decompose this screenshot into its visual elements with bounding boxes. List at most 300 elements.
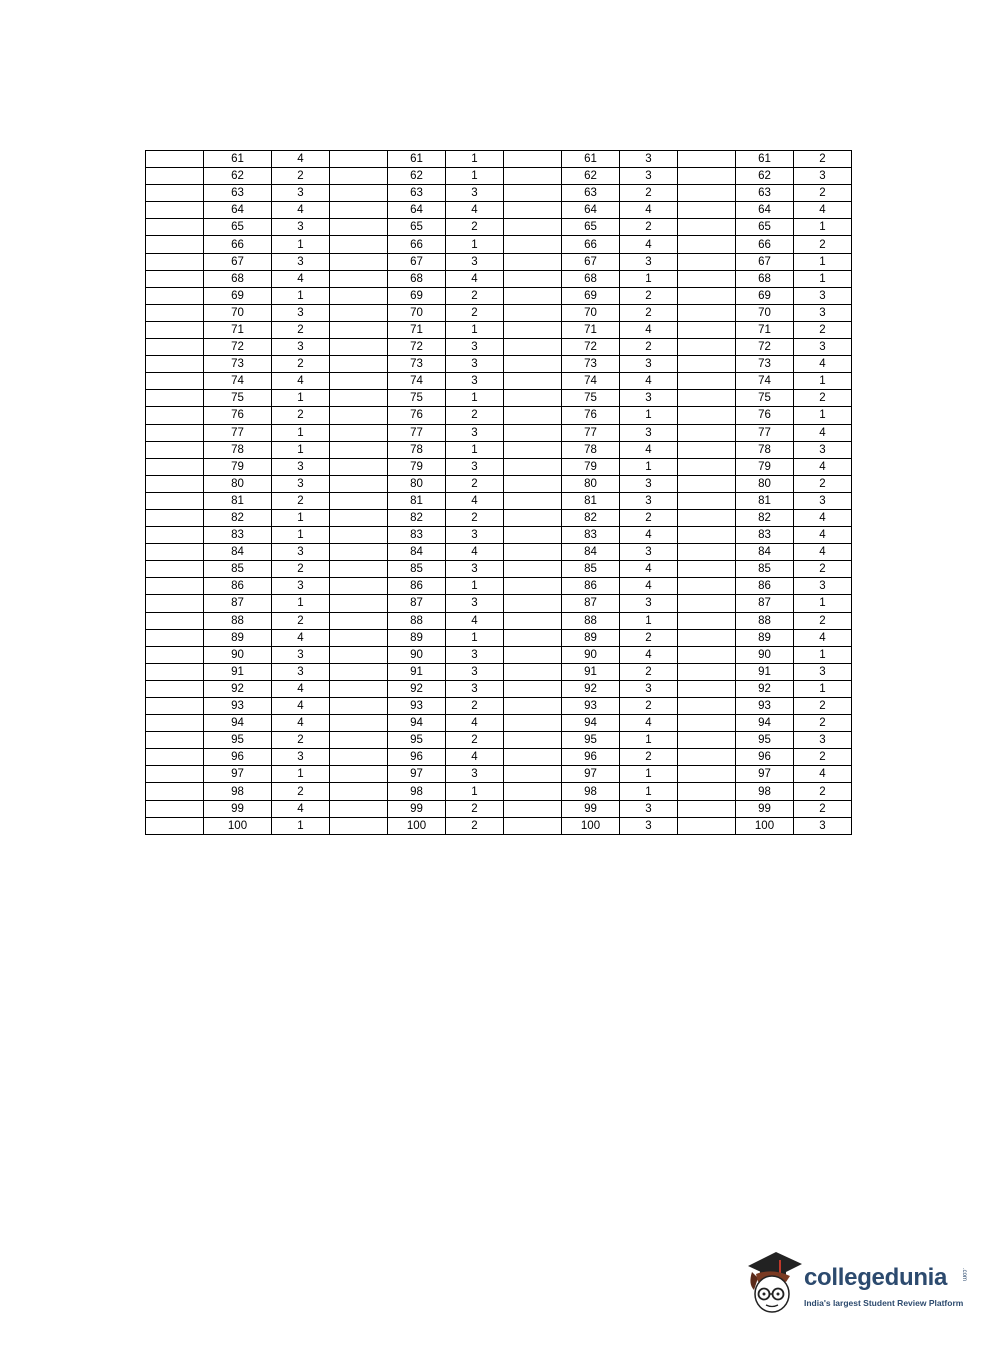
- answer-cell: 4: [272, 715, 330, 732]
- blank-cell: [146, 749, 204, 766]
- answer-cell: 1: [446, 441, 504, 458]
- answer-cell: 4: [272, 373, 330, 390]
- question-number-cell: 96: [388, 749, 446, 766]
- blank-cell: [504, 680, 562, 697]
- question-number-cell: 100: [388, 817, 446, 834]
- question-number-cell: 98: [204, 783, 272, 800]
- blank-cell: [678, 151, 736, 168]
- question-number-cell: 75: [562, 390, 620, 407]
- question-number-cell: 97: [388, 766, 446, 783]
- blank-cell: [678, 390, 736, 407]
- blank-cell: [146, 732, 204, 749]
- question-number-cell: 99: [204, 800, 272, 817]
- question-number-cell: 72: [388, 339, 446, 356]
- question-number-cell: 76: [388, 407, 446, 424]
- answer-cell: 3: [446, 646, 504, 663]
- table-row: [146, 424, 852, 441]
- answer-cell: 3: [446, 663, 504, 680]
- question-number-cell: 67: [562, 253, 620, 270]
- blank-cell: [330, 680, 388, 697]
- answer-cell: 3: [446, 595, 504, 612]
- table-row: [146, 185, 852, 202]
- blank-cell: [330, 698, 388, 715]
- logo-wordmark: collegedunia: [804, 1264, 948, 1291]
- answer-cell: 4: [794, 424, 852, 441]
- blank-cell: [678, 663, 736, 680]
- answer-cell: 1: [272, 817, 330, 834]
- answer-cell: 1: [272, 390, 330, 407]
- blank-cell: [330, 270, 388, 287]
- question-number-cell: 83: [736, 527, 794, 544]
- blank-cell: [146, 202, 204, 219]
- blank-cell: [678, 356, 736, 373]
- table-row: [146, 441, 852, 458]
- answer-cell: 1: [446, 168, 504, 185]
- blank-cell: [330, 561, 388, 578]
- blank-cell: [330, 715, 388, 732]
- question-number-cell: 65: [736, 219, 794, 236]
- question-number-cell: 67: [736, 253, 794, 270]
- blank-cell: [146, 475, 204, 492]
- blank-cell: [330, 321, 388, 338]
- blank-cell: [504, 356, 562, 373]
- blank-cell: [146, 578, 204, 595]
- blank-cell: [678, 321, 736, 338]
- blank-cell: [330, 629, 388, 646]
- question-number-cell: 78: [562, 441, 620, 458]
- answer-cell: 2: [620, 629, 678, 646]
- blank-cell: [146, 527, 204, 544]
- question-number-cell: 91: [736, 663, 794, 680]
- answer-cell: 3: [446, 424, 504, 441]
- table-row: [146, 356, 852, 373]
- answer-cell: 2: [446, 304, 504, 321]
- question-number-cell: 74: [562, 373, 620, 390]
- blank-cell: [504, 509, 562, 526]
- question-number-cell: 83: [204, 527, 272, 544]
- answer-cell: 1: [794, 680, 852, 697]
- question-number-cell: 62: [204, 168, 272, 185]
- question-number-cell: 83: [388, 527, 446, 544]
- question-number-cell: 78: [736, 441, 794, 458]
- answer-cell: 3: [446, 185, 504, 202]
- table-row: [146, 715, 852, 732]
- answer-cell: 2: [794, 715, 852, 732]
- answer-cell: 2: [620, 509, 678, 526]
- blank-cell: [678, 168, 736, 185]
- blank-cell: [146, 698, 204, 715]
- answer-cell: 2: [794, 321, 852, 338]
- table-row: [146, 663, 852, 680]
- question-number-cell: 61: [736, 151, 794, 168]
- blank-cell: [330, 492, 388, 509]
- answer-cell: 1: [272, 527, 330, 544]
- answer-cell: 1: [272, 441, 330, 458]
- answer-cell: 3: [794, 168, 852, 185]
- blank-cell: [678, 441, 736, 458]
- question-number-cell: 80: [388, 475, 446, 492]
- answer-cell: 3: [272, 646, 330, 663]
- question-number-cell: 93: [736, 698, 794, 715]
- question-number-cell: 99: [562, 800, 620, 817]
- answer-cell: 1: [446, 236, 504, 253]
- question-number-cell: 62: [736, 168, 794, 185]
- table-row: [146, 304, 852, 321]
- blank-cell: [678, 698, 736, 715]
- answer-cell: 1: [446, 783, 504, 800]
- answer-cell: 4: [446, 270, 504, 287]
- question-number-cell: 88: [204, 612, 272, 629]
- answer-cell: 1: [446, 151, 504, 168]
- question-number-cell: 72: [736, 339, 794, 356]
- answer-cell: 3: [446, 373, 504, 390]
- answer-cell: 2: [794, 783, 852, 800]
- blank-cell: [330, 304, 388, 321]
- blank-cell: [146, 356, 204, 373]
- blank-cell: [330, 151, 388, 168]
- answer-cell: 3: [446, 527, 504, 544]
- blank-cell: [330, 185, 388, 202]
- blank-cell: [146, 509, 204, 526]
- table-row: [146, 578, 852, 595]
- blank-cell: [146, 663, 204, 680]
- question-number-cell: 61: [204, 151, 272, 168]
- answer-cell: 1: [272, 509, 330, 526]
- blank-cell: [330, 800, 388, 817]
- question-number-cell: 71: [562, 321, 620, 338]
- blank-cell: [330, 287, 388, 304]
- answer-cell: 4: [794, 202, 852, 219]
- answer-cell: 4: [620, 202, 678, 219]
- answer-cell: 1: [620, 783, 678, 800]
- question-number-cell: 86: [736, 578, 794, 595]
- answer-cell: 4: [620, 373, 678, 390]
- blank-cell: [678, 766, 736, 783]
- question-number-cell: 78: [204, 441, 272, 458]
- question-number-cell: 71: [736, 321, 794, 338]
- blank-cell: [678, 304, 736, 321]
- question-number-cell: 91: [204, 663, 272, 680]
- question-number-cell: 69: [736, 287, 794, 304]
- blank-cell: [678, 749, 736, 766]
- answer-cell: 4: [272, 680, 330, 697]
- question-number-cell: 75: [736, 390, 794, 407]
- question-number-cell: 72: [562, 339, 620, 356]
- answer-cell: 2: [620, 749, 678, 766]
- collegedunia-logo: [742, 1248, 972, 1318]
- question-number-cell: 94: [204, 715, 272, 732]
- question-number-cell: 77: [562, 424, 620, 441]
- question-number-cell: 64: [562, 202, 620, 219]
- blank-cell: [330, 168, 388, 185]
- blank-cell: [678, 253, 736, 270]
- blank-cell: [504, 663, 562, 680]
- answer-cell: 3: [272, 663, 330, 680]
- blank-cell: [504, 698, 562, 715]
- blank-cell: [330, 390, 388, 407]
- answer-cell: 2: [794, 475, 852, 492]
- blank-cell: [330, 749, 388, 766]
- answer-cell: 1: [272, 424, 330, 441]
- answer-cell: 2: [446, 800, 504, 817]
- answer-cell: 3: [272, 304, 330, 321]
- question-number-cell: 80: [736, 475, 794, 492]
- blank-cell: [678, 509, 736, 526]
- question-number-cell: 77: [736, 424, 794, 441]
- question-number-cell: 70: [736, 304, 794, 321]
- answer-cell: 4: [272, 270, 330, 287]
- question-number-cell: 98: [736, 783, 794, 800]
- answer-cell: 3: [272, 578, 330, 595]
- question-number-cell: 85: [388, 561, 446, 578]
- blank-cell: [146, 390, 204, 407]
- answer-cell: 4: [620, 561, 678, 578]
- answer-cell: 2: [446, 509, 504, 526]
- answer-cell: 4: [446, 749, 504, 766]
- blank-cell: [678, 236, 736, 253]
- answer-cell: 1: [272, 236, 330, 253]
- table-row: [146, 561, 852, 578]
- blank-cell: [146, 561, 204, 578]
- question-number-cell: 85: [204, 561, 272, 578]
- answer-cell: 1: [794, 219, 852, 236]
- answer-cell: 2: [794, 698, 852, 715]
- question-number-cell: 87: [204, 595, 272, 612]
- blank-cell: [146, 646, 204, 663]
- blank-cell: [504, 732, 562, 749]
- blank-cell: [504, 304, 562, 321]
- blank-cell: [330, 475, 388, 492]
- question-number-cell: 69: [562, 287, 620, 304]
- question-number-cell: 69: [204, 287, 272, 304]
- question-number-cell: 71: [388, 321, 446, 338]
- question-number-cell: 93: [204, 698, 272, 715]
- table-row: [146, 219, 852, 236]
- blank-cell: [504, 458, 562, 475]
- question-number-cell: 70: [204, 304, 272, 321]
- blank-cell: [504, 817, 562, 834]
- question-number-cell: 89: [388, 629, 446, 646]
- question-number-cell: 97: [736, 766, 794, 783]
- blank-cell: [678, 270, 736, 287]
- blank-cell: [330, 219, 388, 236]
- answer-cell: 3: [272, 458, 330, 475]
- question-number-cell: 66: [388, 236, 446, 253]
- answer-cell: 3: [446, 356, 504, 373]
- question-number-cell: 89: [562, 629, 620, 646]
- question-number-cell: 98: [562, 783, 620, 800]
- blank-cell: [504, 151, 562, 168]
- blank-cell: [678, 407, 736, 424]
- question-number-cell: 80: [204, 475, 272, 492]
- answer-cell: 4: [620, 715, 678, 732]
- question-number-cell: 68: [736, 270, 794, 287]
- blank-cell: [330, 339, 388, 356]
- answer-cell: 3: [620, 817, 678, 834]
- question-number-cell: 94: [736, 715, 794, 732]
- blank-cell: [146, 236, 204, 253]
- answer-cell: 3: [620, 680, 678, 697]
- blank-cell: [678, 578, 736, 595]
- blank-cell: [330, 509, 388, 526]
- answer-cell: 2: [620, 698, 678, 715]
- answer-cell: 3: [620, 544, 678, 561]
- question-number-cell: 73: [736, 356, 794, 373]
- answer-cell: 2: [446, 407, 504, 424]
- answer-cell: 2: [620, 339, 678, 356]
- answer-cell: 2: [446, 219, 504, 236]
- question-number-cell: 76: [736, 407, 794, 424]
- answer-cell: 3: [272, 475, 330, 492]
- answer-cell: 3: [794, 492, 852, 509]
- question-number-cell: 94: [562, 715, 620, 732]
- blank-cell: [678, 475, 736, 492]
- answer-cell: 2: [272, 356, 330, 373]
- question-number-cell: 90: [388, 646, 446, 663]
- blank-cell: [146, 458, 204, 475]
- table-row: [146, 168, 852, 185]
- question-number-cell: 65: [388, 219, 446, 236]
- answer-cell: 1: [272, 595, 330, 612]
- question-number-cell: 63: [388, 185, 446, 202]
- question-number-cell: 94: [388, 715, 446, 732]
- question-number-cell: 99: [736, 800, 794, 817]
- answer-cell: 3: [272, 339, 330, 356]
- question-number-cell: 86: [562, 578, 620, 595]
- question-number-cell: 85: [736, 561, 794, 578]
- blank-cell: [504, 715, 562, 732]
- answer-cell: 3: [794, 817, 852, 834]
- answer-cell: 3: [620, 475, 678, 492]
- answer-cell: 4: [272, 151, 330, 168]
- blank-cell: [504, 236, 562, 253]
- answer-cell: 3: [794, 304, 852, 321]
- question-number-cell: 70: [388, 304, 446, 321]
- question-number-cell: 88: [562, 612, 620, 629]
- answer-cell: 2: [446, 475, 504, 492]
- question-number-cell: 78: [388, 441, 446, 458]
- answer-cell: 2: [446, 732, 504, 749]
- answer-cell: 2: [620, 287, 678, 304]
- question-number-cell: 63: [204, 185, 272, 202]
- answer-cell: 1: [272, 766, 330, 783]
- answer-cell: 4: [620, 441, 678, 458]
- question-number-cell: 87: [736, 595, 794, 612]
- blank-cell: [504, 185, 562, 202]
- question-number-cell: 98: [388, 783, 446, 800]
- blank-cell: [504, 321, 562, 338]
- blank-cell: [330, 424, 388, 441]
- answer-cell: 1: [794, 646, 852, 663]
- answer-cell: 2: [794, 749, 852, 766]
- answer-cell: 3: [794, 339, 852, 356]
- answer-cell: 2: [620, 219, 678, 236]
- answer-cell: 2: [794, 612, 852, 629]
- blank-cell: [146, 151, 204, 168]
- question-number-cell: 86: [204, 578, 272, 595]
- table-row: [146, 783, 852, 800]
- question-number-cell: 65: [562, 219, 620, 236]
- answer-cell: 1: [620, 732, 678, 749]
- question-number-cell: 95: [204, 732, 272, 749]
- blank-cell: [504, 800, 562, 817]
- question-number-cell: 72: [204, 339, 272, 356]
- question-number-cell: 74: [388, 373, 446, 390]
- answer-cell: 4: [272, 800, 330, 817]
- table-row: [146, 749, 852, 766]
- blank-cell: [504, 766, 562, 783]
- answer-cell: 1: [794, 253, 852, 270]
- blank-cell: [146, 441, 204, 458]
- answer-cell: 2: [794, 151, 852, 168]
- answer-cell: 3: [272, 185, 330, 202]
- question-number-cell: 65: [204, 219, 272, 236]
- question-number-cell: 81: [562, 492, 620, 509]
- table-row: [146, 339, 852, 356]
- question-number-cell: 76: [204, 407, 272, 424]
- blank-cell: [504, 270, 562, 287]
- answer-cell: 3: [272, 544, 330, 561]
- blank-cell: [330, 441, 388, 458]
- blank-cell: [330, 732, 388, 749]
- answer-cell: 1: [446, 390, 504, 407]
- answer-cell: 2: [794, 390, 852, 407]
- question-number-cell: 80: [562, 475, 620, 492]
- question-number-cell: 89: [736, 629, 794, 646]
- question-number-cell: 95: [736, 732, 794, 749]
- answer-cell: 4: [794, 458, 852, 475]
- answer-cell: 3: [794, 732, 852, 749]
- blank-cell: [504, 492, 562, 509]
- answer-cell: 3: [794, 578, 852, 595]
- blank-cell: [678, 424, 736, 441]
- table-row: [146, 390, 852, 407]
- answer-cell: 3: [446, 766, 504, 783]
- blank-cell: [146, 373, 204, 390]
- question-number-cell: 92: [204, 680, 272, 697]
- blank-cell: [504, 646, 562, 663]
- question-number-cell: 79: [204, 458, 272, 475]
- blank-cell: [678, 492, 736, 509]
- blank-cell: [678, 544, 736, 561]
- blank-cell: [146, 219, 204, 236]
- answer-cell: 4: [794, 527, 852, 544]
- blank-cell: [678, 287, 736, 304]
- blank-cell: [330, 612, 388, 629]
- blank-cell: [330, 646, 388, 663]
- question-number-cell: 77: [388, 424, 446, 441]
- blank-cell: [330, 407, 388, 424]
- answer-cell: 4: [620, 527, 678, 544]
- question-number-cell: 66: [562, 236, 620, 253]
- blank-cell: [678, 185, 736, 202]
- answer-cell: 2: [794, 800, 852, 817]
- answer-cell: 1: [620, 766, 678, 783]
- answer-cell: 1: [446, 629, 504, 646]
- question-number-cell: 63: [562, 185, 620, 202]
- blank-cell: [146, 168, 204, 185]
- question-number-cell: 90: [204, 646, 272, 663]
- table-row: [146, 492, 852, 509]
- answer-cell: 2: [272, 407, 330, 424]
- blank-cell: [146, 715, 204, 732]
- question-number-cell: 62: [388, 168, 446, 185]
- table-row: [146, 646, 852, 663]
- answer-cell: 4: [272, 629, 330, 646]
- answer-cell: 1: [794, 595, 852, 612]
- blank-cell: [678, 612, 736, 629]
- table-row: [146, 236, 852, 253]
